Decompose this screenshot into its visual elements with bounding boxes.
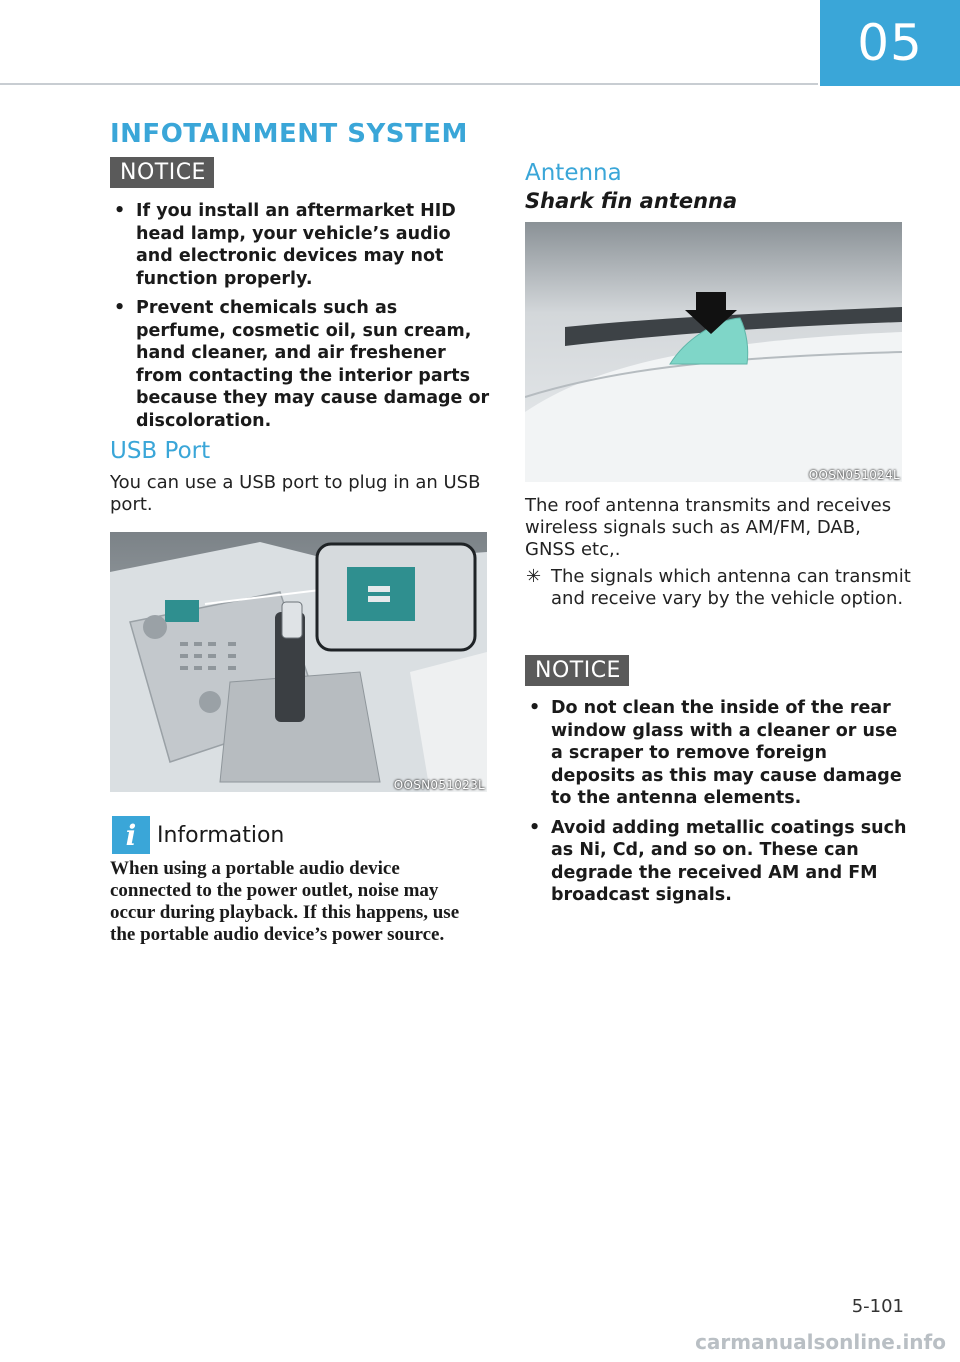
figure-code: OOSN051023L (393, 778, 485, 792)
right-notice (525, 655, 907, 914)
info-title: Information (157, 823, 285, 848)
notice-badge: NOTICE (110, 157, 214, 188)
notice-list (110, 200, 492, 432)
info-icon: i (112, 816, 150, 854)
page-number: 5-101 (851, 1296, 904, 1317)
notice-item: • Prevent chemicals such as perfume, cosmetic oil, sun cream, hand cleaner, and air freshener from contacting the interior parts because they may cause damage or discoloration. (114, 298, 490, 431)
usb-port-panel (165, 600, 199, 622)
notice-item: • Do not clean the inside of the rear window glass with a cleaner or use a scraper to remove foreign deposits as this may cause damage to the antenna elements. (529, 698, 902, 808)
bullet-icon: • (529, 817, 541, 838)
center-console-illustration (110, 532, 487, 792)
asterisk-icon: ✳ (526, 566, 542, 587)
watermark: carmanualsonline.info (695, 1330, 946, 1354)
antenna-note: ✳ The signals which antenna can transmit and receive vary by the vehicle option. (526, 566, 911, 609)
notice-item: • If you install an aftermarket HID head lamp, your vehicle’s audio and electronic devices may not function properly. (114, 201, 456, 289)
header-rule (0, 83, 818, 85)
info-body: When using a portable audio device connected to the power outlet, noise may occur during playback. If this happens, use the portable audio device’s power source. (110, 858, 460, 945)
usb-heading: USB Port (110, 438, 211, 464)
chapter-tab: 05 (820, 0, 960, 86)
antenna-subheading: Shark fin antenna (525, 189, 738, 213)
bullet-icon: • (114, 298, 126, 318)
bullet-icon: • (114, 201, 126, 221)
antenna-figure (525, 222, 902, 482)
antenna-text: The roof antenna transmits and receives wireless signals such as AM/FM, DAB, GNSS etc,. (525, 495, 892, 560)
notice-item: • Avoid adding metallic coatings such as Ni, Cd, and so on. These can degrade the received AM and FM broadcast signals. (529, 817, 907, 905)
antenna-heading: Antenna (525, 160, 622, 186)
usb-text: You can use a USB port to plug in an USB port. (110, 472, 481, 515)
figure-code: OOSN051024L (808, 468, 900, 482)
notice-list (525, 697, 907, 907)
usb-port-figure (110, 532, 487, 792)
bullet-icon: • (529, 698, 541, 718)
section-title: INFOTAINMENT SYSTEM (110, 119, 468, 149)
shark-fin-antenna-illustration (525, 222, 902, 482)
left-column (110, 157, 492, 439)
notice-badge: NOTICE (525, 655, 629, 686)
